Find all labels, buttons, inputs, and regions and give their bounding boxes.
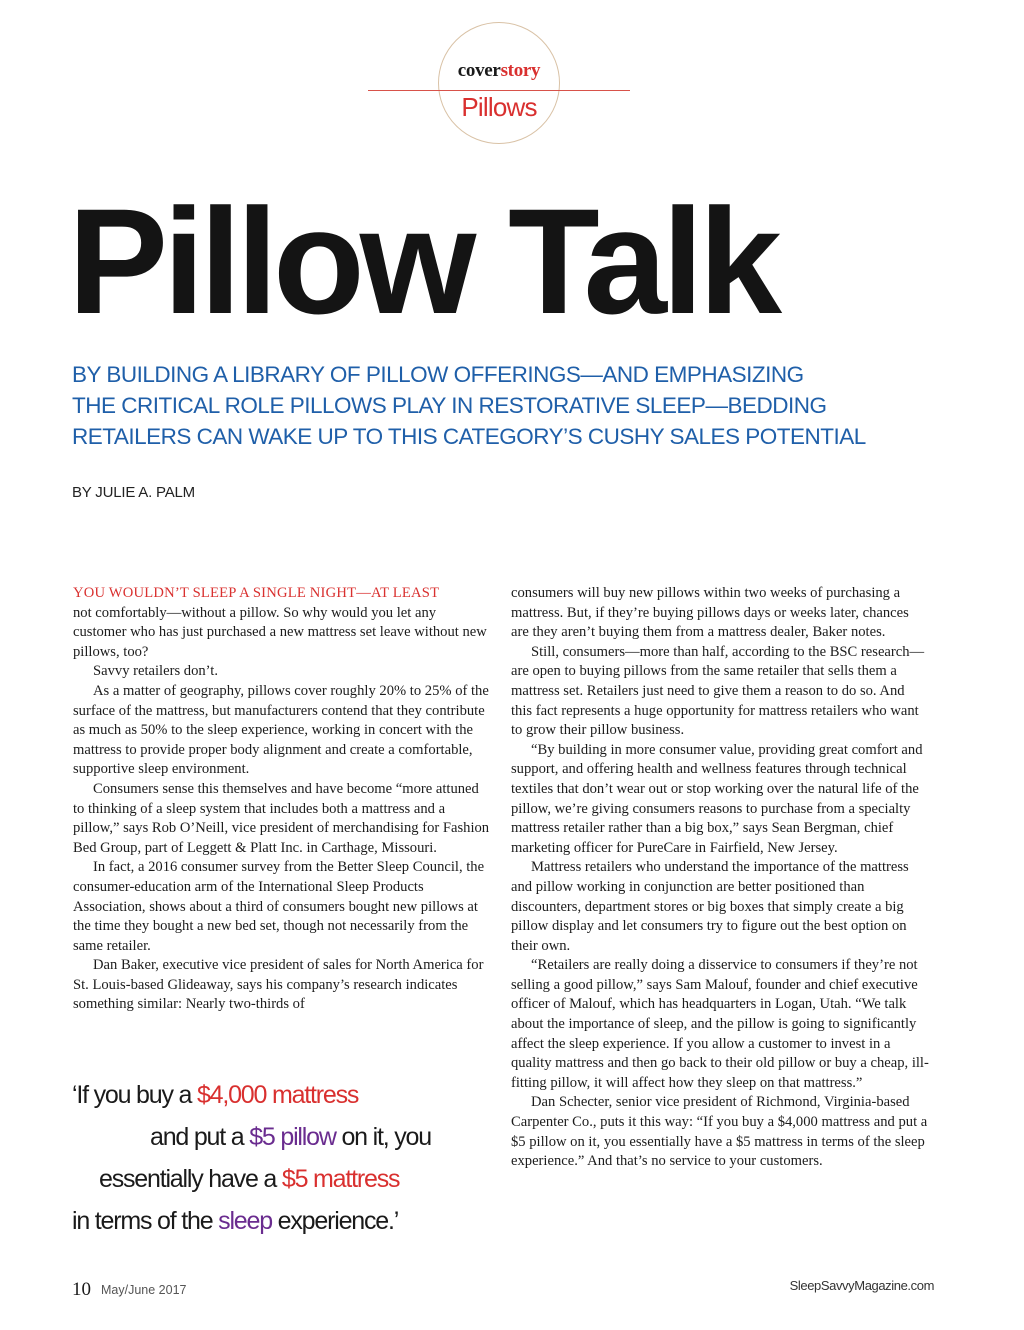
body-paragraph: Savvy retailers don’t.: [93, 663, 218, 680]
pq-text: experience.’: [271, 1207, 399, 1235]
pq-text: and put a: [150, 1123, 250, 1151]
pq-highlight: sleep: [218, 1207, 272, 1235]
lead-in: YOU WOULDN’T SLEEP A SINGLE NIGHT—AT LEAST: [73, 585, 440, 601]
pull-quote: [72, 1074, 502, 1242]
body-text: not comfortably—without a pillow. So why would you let any customer who has just purchased a new mattress set leave without new pillows, too?: [73, 604, 487, 660]
page-number: 10: [72, 1279, 91, 1300]
pq-text: on it, you: [335, 1123, 431, 1151]
body-paragraph: consumers will buy new pillows within two weeks of purchasing a mattress. But, if they’re buying pillows days or weeks later, chances are they aren’t buying them from a mattress dealer, Baker notes.: [511, 585, 909, 641]
body-paragraph: Dan Baker, executive vice president of sales for North America for St. Louis-based Glideaway, says his company’s research indicates something similar: Nearly two-thirds of: [73, 957, 484, 1013]
dek-line: THE CRITICAL ROLE PILLOWS PLAY IN RESTORATIVE SLEEP—BEDDING: [72, 393, 827, 418]
pull-quote-line: [72, 1200, 502, 1242]
pull-quote-line: [72, 1074, 502, 1116]
dek-line: RETAILERS CAN WAKE UP TO THIS CATEGORY’S CUSHY SALES POTENTIAL: [72, 424, 866, 449]
pq-text: ‘If you buy a: [72, 1081, 197, 1109]
pq-highlight: $5 mattress: [281, 1165, 400, 1193]
body-paragraph: Consumers sense this themselves and have become “more attuned to thinking of a sleep system that includes both a mattress and a pillow,” says Rob O’Neill, vice president of merchandising for Fashion Bed Group, part of Leggett & Platt Inc. in Carthage, Missouri.: [73, 780, 490, 856]
dek-line: BY BUILDING A LIBRARY OF PILLOW OFFERINGS—AND EMPHASIZING: [72, 362, 804, 387]
body-column-left: [73, 584, 491, 1015]
headline: Pillow Talk: [68, 177, 778, 345]
article-dek: [72, 359, 952, 452]
pq-highlight: $4,000 mattress: [196, 1081, 359, 1109]
pq-highlight: $5 pillow: [249, 1123, 336, 1151]
body-paragraph: “By building in more consumer value, providing great comfort and support, and offering health and wellness features through technical textiles that don’t wear out or stop working over the natural life of the pillow, we’re giving consumers reasons to purchase from a specialty mattress retailer rather than a big box,” says Sean Bergman, chief marketing officer for PureCare in Fairfield, New Jersey.: [511, 741, 923, 856]
pull-quote-line: [72, 1116, 502, 1158]
section-name: Pillows: [461, 92, 537, 122]
body-paragraph: [73, 584, 491, 662]
section-badge-circle: [438, 22, 560, 144]
body-paragraph: In fact, a 2016 consumer survey from the Better Sleep Council, the consumer-education arm of the International Sleep Products Association, shows about a third of consumers bought new pillows at the time they bought a new bed set, though not necessarily from the same retailer.: [73, 859, 485, 954]
body-paragraph: Mattress retailers who understand the importance of the mattress and pillow working in conjunction are better positioned than discounters, department stores or big boxes that simply create a big pillow display and let consumers try to figure out the best option on their own.: [511, 859, 909, 954]
website-link[interactable]: SleepSavvyMagazine.com: [789, 1278, 934, 1293]
body-paragraph: Still, consumers—more than half, according to the BSC research—are open to buying pillows from the same retailer that sells them a mattress set. Retailers just need to give them a reason to do so. And this fact represents a huge opportunity for mattress retailers who want to grow their pillow business.: [511, 643, 925, 739]
body-column-right: [511, 584, 929, 1172]
kicker-story: story: [500, 60, 541, 81]
byline: BY JULIE A. PALM: [72, 484, 195, 501]
kicker-cover: cover: [457, 60, 501, 81]
body-paragraph: Dan Schecter, senior vice president of Richmond, Virginia-based Carpenter Co., puts it this way: “If you buy a $4,000 mattress and put a $5 pillow on it, you essentially have a $5 mattress in terms of the sleep experience.” And that’s no service to your customers.: [511, 1094, 928, 1170]
issue-date: May/June 2017: [101, 1283, 187, 1297]
pq-text: in terms of the: [72, 1207, 219, 1235]
pq-text: essentially have a: [99, 1165, 282, 1193]
body-paragraph: As a matter of geography, pillows cover roughly 20% to 25% of the surface of the mattress, but manufacturers contend that they contribute as much as 50% to the sleep experience, working in concert with the mattress to provide proper body alignment and create a comfortable, supportive sleep environment.: [73, 682, 489, 778]
section-badge-rule: [368, 90, 630, 91]
body-paragraph: “Retailers are really doing a disservice to consumers if they’re not selling a good pillow,” says Sam Malouf, founder and chief executive officer of Malouf, which has headquarters in Logan, Utah. “We talk about the importance of sleep, and the pillow is going to significantly affect the sleep experience. If you allow a customer to invest in a quality mattress and then go back to their old pillow or buy a cheap, ill-fitting pillow, it will affect how they sleep on that mattress.”: [511, 957, 929, 1091]
pull-quote-line: [72, 1158, 502, 1200]
cover-story-kicker: [438, 60, 560, 82]
